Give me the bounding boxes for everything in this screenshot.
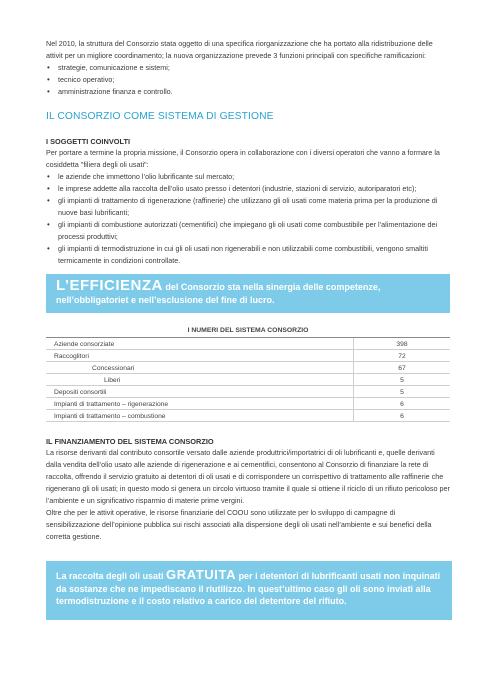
soggetti-title: I SOGGETTI COINVOLTI xyxy=(46,137,131,146)
callout-text: nell’obbligatoriet e nell’esclusione del fine di lucro. xyxy=(56,295,275,305)
section-title: IL CONSORZIO COME SISTEMA DI GESTIONE xyxy=(46,111,274,122)
table-cell-value: 398 xyxy=(354,338,451,350)
table-cell-value: 72 xyxy=(354,350,451,362)
intro-paragraph: Nel 2010, la struttura del Consorzio stata oggetto di una specifica riorganizzazione che ha portato alla ridistribuzione delle attivit per un migliore coordinamento; la nuova organizzazione prevede 3 funzioni principali con specifiche ramificazioni: xyxy=(46,39,433,60)
table-row xyxy=(46,338,450,350)
table-row xyxy=(46,362,450,374)
table-cell-value: 67 xyxy=(354,362,451,374)
finanziamento-paragraph-1: La risorse derivanti dal contributo consortile versato dalle aziende produttrici/importatrici di oli lubrificanti e, quelle derivanti dalla vendita dell’olio usato alle aziende di rigenerazione e ai cementifici, consentono al Consorzio di finanziare la rete di raccolta, offrendo il servizio gratuito ai detentori di oli usati e di corrispondere un corrispettivo di trattamento alle raffinerie che rigenerano gli oli usati; in questo modo si genera un circolo virtuoso tramite il quale si ottiene il riciclo di un rifiuto pericoloso per l’ambiente e un significativo risparmio di materie prime vergini. xyxy=(46,448,450,505)
intro-list xyxy=(46,62,450,98)
table-cell-value: 6 xyxy=(354,410,451,422)
document-page xyxy=(46,38,450,620)
table-row xyxy=(46,410,450,422)
list-item: • gli impianti di combustione autorizzati (cementifici) che impiegano gli oli usati come combustibile per l’alimentazione dei processi produttivi; xyxy=(46,219,450,243)
numbers-table-title: I NUMERI DEL SISTEMA CONSORZIO xyxy=(187,327,309,334)
list-item: • amministrazione finanza e controllo. xyxy=(46,86,450,98)
list-item: • strategie, comunicazione e sistemi; xyxy=(46,62,450,74)
callout-text: per i detentori di lubrificanti usati non inquinati da sostanze che ne impediscano il riutilizzo. In quest’ultimo caso gli oli sono inviati alla termodistruzione e il costo relativo a carico del detentore del rifiuto. xyxy=(56,571,441,606)
list-item: • gli impianti di trattamento di rigenerazione (raffinerie) che utilizzano gli oli usati come materia prima per la produzione di nuove basi lubrificanti; xyxy=(46,195,450,219)
list-item: • le imprese addette alla raccolta dell’olio usato presso i detentori (industrie, stazioni di servizio, autoriparatori etc); xyxy=(46,183,450,195)
list-item: • tecnico operativo; xyxy=(46,74,450,86)
table-row xyxy=(46,386,450,398)
list-item: • gli impianti di termodistruzione in cui gli oli usati non rigenerabili e non utilizzabili come combustibili, vengono smaltiti termicamente in condizioni controllate. xyxy=(46,243,450,267)
efficienza-callout xyxy=(46,274,450,313)
list-item: • le aziende che immettono l’olio lubrificante sul mercato; xyxy=(46,171,450,183)
finanziamento-paragraph-2: Oltre che per le attivit operative, le risorse finanziarie del COOU sono utilizzate per lo sviluppo di campagne di sensibilizzazione dell’opinione pubblica sui rischi associati alla dispersione degli oli usati nell’ambiente e sui benefici della corretta gestione. xyxy=(46,508,432,541)
table-cell-value: 6 xyxy=(354,398,451,410)
callout-highlight: L’EFFICIENZA xyxy=(56,277,163,294)
table-row xyxy=(46,398,450,410)
table-cell-label: Concessionari xyxy=(46,362,354,374)
numbers-table xyxy=(46,337,450,422)
table-cell-label: Depositi consortili xyxy=(46,386,354,398)
table-cell-label: Raccoglitori xyxy=(46,350,354,362)
table-cell-label: Liberi xyxy=(46,374,354,386)
soggetti-list xyxy=(46,171,450,267)
soggetti-paragraph: Per portare a termine la propria missione, il Consorzio opera in collaborazione con i diversi operatori che vanno a formare la cosiddetta "filiera degli oli usati": xyxy=(46,148,440,169)
callout-text: La raccolta degli oli usati xyxy=(56,571,167,581)
table-cell-value: 5 xyxy=(354,374,451,386)
gratuita-callout xyxy=(46,561,452,620)
table-cell-label: Aziende consorziate xyxy=(46,338,354,350)
table-cell-label: Impianti di trattamento – combustione xyxy=(46,410,354,422)
table-row xyxy=(46,350,450,362)
finanziamento-title: IL FINANZIAMENTO DEL SISTEMA CONSORZIO xyxy=(46,437,214,446)
callout-highlight: GRATUITA xyxy=(166,567,237,582)
table-row xyxy=(46,374,450,386)
callout-text: del Consorzio sta nella sinergia delle competenze, xyxy=(162,282,381,292)
table-cell-value: 5 xyxy=(354,386,451,398)
table-cell-label: Impianti di trattamento – rigenerazione xyxy=(46,398,354,410)
